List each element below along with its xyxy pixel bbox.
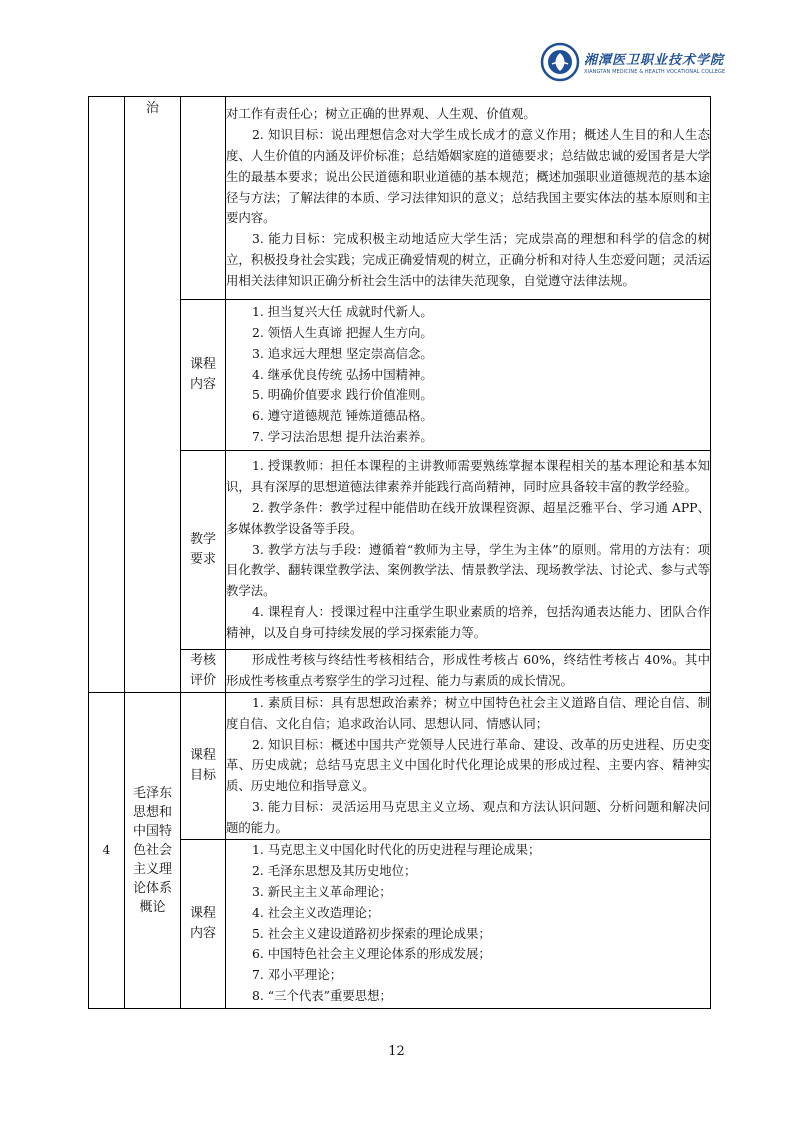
list-item: 2. 领悟人生真谛 把握人生方向。 [252,325,433,340]
row-number-cell [89,97,125,693]
goal-paragraph: 2. 知识目标：说出理想信念对大学生成长成才的意义作用；概述人生目的和人生态度、人生价值的内涵及评价标准；总结婚姻家庭的道德要求；总结做忠诚的爱国者是大学生的最基本要求；说出公民道德和职业道德的基本规范；概述加强职业道德规范的基本途径与方法；了解法律的本质、学习法律知识的意义；总结我国主要实体法的基本原则和主要内容。 [226,127,710,226]
list-item: 5. 社会主义建设道路初步探索的理论成果； [252,925,491,941]
table-row [89,451,711,650]
goal-paragraph: 对工作有责任心；树立正确的世界观、人生观、价值观。 [226,106,536,122]
list-item: 4. 继承优良传统 弘扬中国精神。 [252,366,433,382]
list-item: 1. 马克思主义中国化时代化的历史进程与理论成果； [252,842,541,858]
list-item: 7. 邓小平理论； [252,967,343,983]
category-label: 课程 目标 [181,693,226,840]
course-content-cell [226,300,711,451]
list-item: 4. 社会主义改造理论； [252,904,380,920]
category-label: 考核 评价 [181,650,226,693]
teaching-requirements-cell [226,451,711,650]
logo-chinese-name: 湘潭医卫职业技术学院 [584,53,725,68]
category-label: 课程 内容 [181,300,226,451]
category-cell [181,97,226,300]
college-emblem-icon [540,42,580,82]
page-number: 12 [388,1044,405,1059]
category-label: 教学 要求 [181,451,226,650]
curriculum-table [88,96,711,1009]
requirement-paragraph: 2. 教学条件：教学过程中能借助在线开放课程资源、超星泛雅平台、学习通 APP、多媒体教学设备等手段。 [226,500,710,536]
list-item: 3. 追求远大理想 坚定崇高信念。 [252,345,433,361]
logo-english-name: XIANGTAN MEDICINE & HEALTH VOCATIONAL COLLEGE [584,69,726,75]
goal-paragraph: 3. 能力目标：灵活运用马克思主义立场、观点和方法认识问题、分析问题和解决问题的能力。 [226,798,710,835]
list-item: 3. 新民主主义革命理论； [252,883,392,899]
category-label: 课程 内容 [181,839,226,1008]
table-row [89,97,711,300]
row-number-cell: 4 [89,693,125,1009]
list-item: 6. 中国特色社会主义理论体系的形成发展； [252,946,491,962]
course-name-cell: 治 [125,97,181,693]
assessment-text: 形成性考核与终结性考核相结合，形成性考核占 60%，终结性考核占 40%。其中形成性考核重点考察学生的学习过程、能力与素质的成长情况。 [226,652,710,688]
list-item: 2. 毛泽东思想及其历史地位； [252,863,417,879]
table-row [89,693,711,840]
table-row [89,650,711,693]
requirement-paragraph: 4. 课程育人：授课过程中注重学生职业素质的培养，包括沟通表达能力、团队合作精神，以及自身可持续发展的学习探索能力等。 [226,603,710,640]
list-item: 1. 担当复兴大任 成就时代新人。 [252,304,433,320]
assessment-cell [226,650,711,693]
requirement-paragraph: 3. 教学方法与手段：遵循着“教师为主导，学生为主体”的原则。常用的方法有：项目化教学、翻转课堂教学法、案例教学法、情景教学法、现场教学法、讨论式、参与式等教学法。 [226,541,710,599]
table-row [89,300,711,451]
course-goals-cell [226,97,711,300]
list-item: 7. 学习法治思想 提升法治素养。 [252,428,433,444]
goal-paragraph: 1. 素质目标：具有思想政治素养；树立中国特色社会主义道路自信、理论自信、制度自信、文化自信；追求政治认同、思想认同、情感认同； [226,695,710,731]
course-name-cell: 毛泽东 思想和 中国特 色社会 主义理 论体系 概论 [125,693,181,1009]
list-item: 5. 明确价值要求 践行价值准则。 [252,387,433,403]
college-logo [540,42,740,82]
goal-paragraph: 2. 知识目标：概述中国共产党领导人民进行革命、建设、改革的历史进程、历史变革、历史成就；总结马克思主义中国化时代化理论成果的形成过程、主要内容、精神实质、历史地位和指导意义。 [226,736,710,794]
goal-paragraph: 3. 能力目标：完成积极主动地适应大学生活；完成崇高的理想和科学的信念的树立，积极投身社会实践；完成正确爱情观的树立，正确分析和对待人生恋爱问题；灵活运用相关法律知识正确分析社会生活中的法律失范现象，自觉遵守法律法规。 [226,231,710,288]
requirement-paragraph: 1. 授课教师：担任本课程的主讲教师需要熟练掌握本课程相关的基本理论和基本知识，具有深厚的思想道德法律素养并能践行高尚精神，同时应具备较丰富的教学经验。 [226,458,710,495]
list-item: 8. “三个代表”重要思想； [252,987,392,1003]
course-goals-cell [226,693,711,840]
course-content-cell [226,839,711,1008]
table-row [89,839,711,1008]
list-item: 6. 遵守道德规范 锤炼道德品格。 [252,408,433,424]
